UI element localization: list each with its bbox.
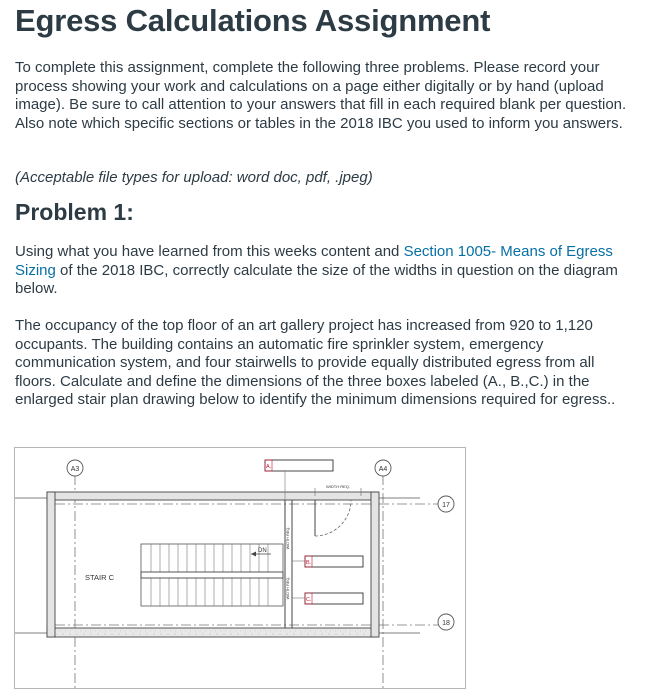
grid-bubble-17 (438, 496, 454, 512)
svg-text:C.: C. (306, 597, 312, 603)
dn-label: DN (258, 548, 267, 554)
svg-text:A.: A. (266, 464, 272, 470)
problem-heading: Problem 1: (15, 199, 134, 225)
svg-text:18: 18 (442, 620, 450, 627)
grid-bubble-a3 (67, 460, 83, 476)
grid-bubble-a4 (375, 460, 391, 476)
answer-box-c (305, 593, 363, 604)
problem-intro-after: of the 2018 IBC, correctly calculate the size of the widths in question on the diagram below. (15, 261, 618, 298)
svg-text:A3: A3 (70, 466, 80, 473)
section-1005-link[interactable]: Section 1005- Means of Egress Sizing (15, 243, 613, 279)
handrail (141, 572, 283, 578)
problem-intro-before: Using what you have learned from this weeks content and (15, 243, 404, 260)
grid-bubble-18 (438, 614, 454, 630)
stair-plan-drawing (14, 447, 466, 689)
stair-plan-svg (15, 448, 465, 688)
problem-body: The occupancy of the top floor of an art gallery project has increased from 920 to 1,120 occupants. The building contains an automatic fire sprinkler system, emergency communication system, and four stairwells to provide equally distributed egress from all floors. Calculate and define the dimensions of the three boxes labeled (A., B.,C.) in the enlarged stair plan drawing below to identify the minimum dimensions required for egress.. (15, 317, 616, 409)
page-title: Egress Calculations Assignment (15, 3, 491, 38)
width-req-label: WIDTH REQ. (326, 484, 350, 489)
svg-text:B.: B. (306, 560, 312, 566)
file-types-note: (Acceptable file types for upload: word doc, pdf, .jpeg) (15, 169, 373, 186)
vertical-width-label-1: WIDTH REQ. (286, 526, 290, 550)
svg-text:A4: A4 (378, 466, 388, 473)
svg-text:17: 17 (442, 502, 450, 509)
problem-intro (15, 243, 635, 299)
answer-box-a (265, 460, 333, 471)
door-swing (315, 500, 351, 536)
intro-paragraph: To complete this assignment, complete the following three problems. Please record your process showing your work and calculations on a page either digitally or by hand (upload image). Be sure to call attention to your answers that fill in each required blank per question. Also note which specific sections or tables in the 2018 IBC you used to inform you answers. (15, 59, 627, 132)
vertical-width-label-2: WIDTH REQ. (286, 576, 290, 600)
stair-label: STAIR C (85, 573, 115, 582)
answer-box-b (305, 556, 363, 567)
